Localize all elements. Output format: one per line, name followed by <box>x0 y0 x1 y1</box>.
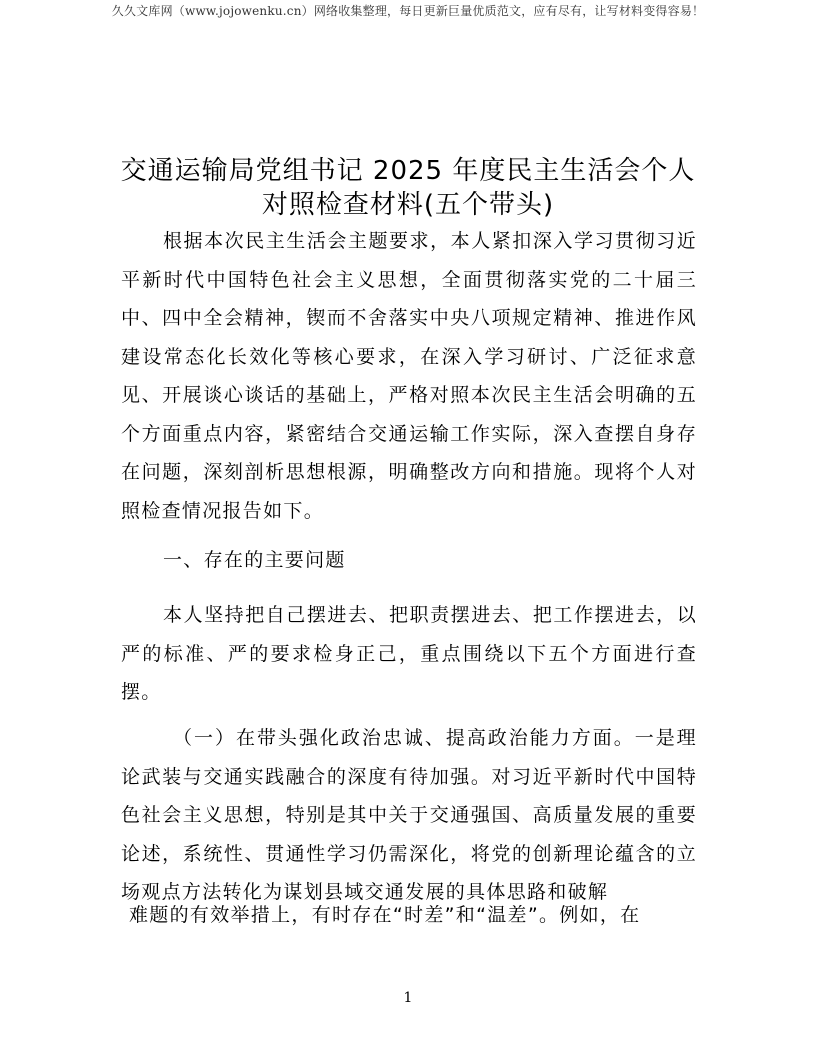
page-number: 1 <box>403 990 413 1006</box>
paragraph-method: 本人坚持把自己摆进去、把职责摆进去、把工作摆进去，以严的标准、严的要求检身正己，重点围绕以下五个方面进行查摆。 <box>121 604 697 703</box>
header-banner: 久久文库网（www.jojowenku.cn）网络收集整理，每日更新巨量优质范文，应有尽有，让写材料变得容易！ <box>111 4 705 18</box>
paragraph-item-1: （一）在带头强化政治忠诚、提高政治能力方面。一是理论武装与交通实践融合的深度有待加强。对习近平新时代中国特色社会主义思想，特别是其中关于交通强国、高质量发展的重要论述，系统性、贯通性学习仍需深化，将党的创新理论蕴含的立场观点方法转化为谋划县域交通发展的具体思路和破解 <box>121 727 697 903</box>
paragraph-intro: 根据本次民主生活会主题要求，本人紧扣深入学习贯彻习近平新时代中国特色社会主义思想，全面贯彻落实党的二十届三中、四中全会精神，锲而不舍落实中央八项规定精神、推进作风建设常态化长效化等核心要求，在深入学习研讨、广泛征求意见、开展谈心谈话的基础上，严格对照本次民主生活会明确的五个方面重点内容，紧密结合交通运输工作实际，深入查摆自身存在问题，深刻剖析思想根源，明确整改方向和措施。现将个人对照检查情况报告如下。 <box>121 230 697 522</box>
paragraph-continuation: 难题的有效举措上，有时存在“时差”和“温差”。例如，在 <box>129 904 641 926</box>
document-title: 交通运输局党组书记 2025 年度民主生活会个人对照检查材料(五个带头) <box>120 156 696 220</box>
section-heading-problems: 一、存在的主要问题 <box>163 549 346 571</box>
